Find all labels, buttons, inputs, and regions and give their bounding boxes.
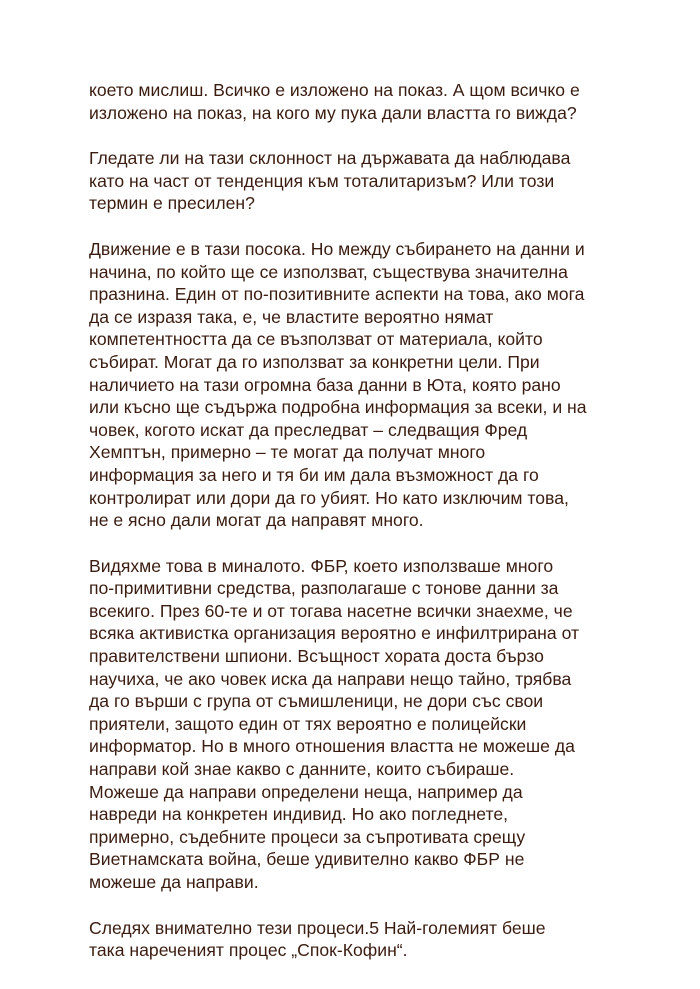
document-page — [89, 79, 629, 985]
text-line: не е ясно дали могат да направят много. — [89, 510, 424, 531]
text-line: приятели, защото един от тях вероятно е полицейски — [89, 713, 527, 734]
text-line: така нареченият процес „Спок-Кофин“. — [89, 940, 408, 961]
text-line: наличието на тази огромна база данни в Юта, която рано — [89, 374, 561, 395]
text-line: направи кой знае какво с данните, които събираше. — [89, 759, 515, 780]
text-line: Можеше да направи определени неща, например да — [89, 781, 523, 802]
text-line: контролират или дори да го убият. Но като изключим това, — [89, 487, 569, 508]
text-line: Гледате ли на тази склонност на държавата да наблюдава — [89, 148, 571, 169]
text-line: което мислиш. Всичко е изложено на показ. А щом всичко е — [89, 80, 580, 100]
paragraph-2 — [89, 147, 629, 215]
text-line: празнина. Един от по-позитивните аспекти на това, ако мога — [89, 284, 585, 305]
text-line: примерно, съдебните процеси за съпротивата срещу — [89, 826, 526, 847]
text-line: човек, когото искат да преследват – следващия Фред — [89, 419, 528, 440]
text-line: събират. Могат да го използват за конкретни цели. При — [89, 351, 540, 372]
text-line: Следях внимателно тези процеси.5 Най-големият беше — [89, 917, 546, 938]
paragraph-5 — [89, 917, 629, 962]
text-line: като на част от тенденция към тоталитаризъм? Или този — [89, 170, 555, 191]
text-line: да го върши с група от съмишленици, не дори със свои — [89, 691, 544, 712]
text-line: компетентността да се възползват от материала, който — [89, 329, 543, 350]
text-line: Хемптън, примерно – те могат да получат много — [89, 442, 486, 463]
text-line: можеше да направи. — [89, 872, 259, 892]
paragraph-4 — [89, 555, 629, 894]
text-line: термин е пресилен? — [89, 193, 255, 214]
text-line: по-примитивни средства, разполагаше с тонове данни за — [89, 578, 559, 599]
text-line: научиха, че ако човек иска да направи нещо тайно, трябва — [89, 668, 572, 689]
text-line: правителствени шпиони. Всъщност хората доста бързо — [89, 646, 544, 667]
text-line: начина, по който ще се използват, съществува значителна — [89, 261, 568, 282]
text-line: информатор. Но в много отношения властта не можеше да — [89, 736, 575, 757]
paragraph-1 — [89, 79, 629, 124]
text-line: всяка активистка организация вероятно е инфилтрирана от — [89, 623, 580, 644]
text-line: всекиго. През 60-те и от тогава насетне всички знаехме, че — [89, 600, 573, 621]
text-line: да се изразя така, е, че властите вероятно нямат — [89, 306, 494, 327]
text-line: Движение е в тази посока. Но между събирането на данни и — [89, 238, 585, 259]
text-line: Видяхме това в миналото. ФБР, което използваше много — [89, 555, 554, 576]
text-line: или късно ще съдържа подробна информация за всеки, и на — [89, 397, 587, 418]
text-line: Виетнамската война, беше удивително какво ФБР не — [89, 849, 525, 870]
text-line: изложено на показ, на кого му пука дали властта го вижда? — [89, 102, 577, 123]
paragraph-3 — [89, 238, 629, 532]
text-line: навреди на конкретен индивид. Но ако погледнете, — [89, 804, 509, 825]
text-line: информация за него и тя би им дала възможност да го — [89, 464, 539, 485]
